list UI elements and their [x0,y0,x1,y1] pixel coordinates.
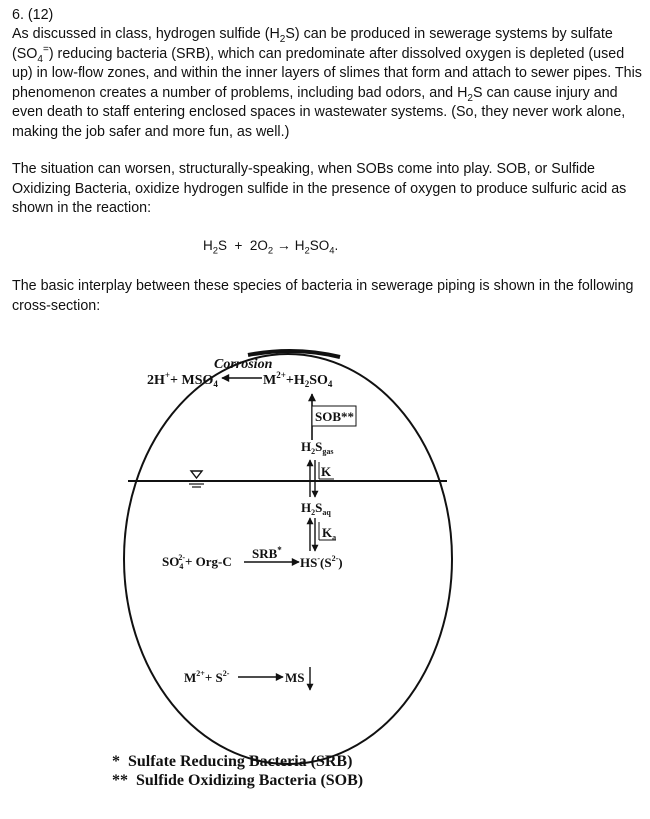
paragraph-interplay: The basic interplay between these species of bacteria in sewerage piping is shown in the following cross-section: [12,278,634,314]
legend-srb: * Sulfate Reducing Bacteria (SRB) [112,753,353,770]
reaction-right-sub1: 2 [304,245,310,257]
srb-label: SRB* [252,545,282,561]
bisulfide-product: $HS^-(S^{2-})$ [300,554,343,570]
paragraph-sob: The situation can worsen, structurally-speaking, when SOBs come into play. SOB, or Sulfide Oxidizing Bacteria, oxidize hydrogen sulfide in the presence of oxygen to produce sulfuric acid as shown in the reaction: [12,161,627,216]
ka-label: $K_a$ [322,525,337,542]
reaction-right-b: SO [309,238,330,253]
p1-e: = [42,43,49,55]
reaction-right-c: . [334,238,339,253]
sob-label: SOB** [315,409,355,424]
top-left-products: $2H^++ MSO_4$ [147,370,218,389]
reaction-right-sub2: 4 [329,245,335,257]
reaction-left-sub2: 2 [267,245,274,257]
p1-c: S) can be produced in sewerage systems by sulfate (SO [12,26,613,62]
top-right-reactants: $M^{2+}+H_2SO_4$ [263,370,333,389]
p1-a: As discussed in class, hydrogen sulfide (H [12,26,280,42]
p1-d: 4 [37,53,43,65]
corrosion-label: Corrosion [214,357,273,372]
sulfate-reactant: $SO_42-+ Org-C$ [162,553,232,571]
water-level-icon [189,471,204,487]
h2s-gas-label: $H_2S_{gas}$ [301,439,334,456]
legend-sob: ** Sulfide Oxidizing Bacteria (SOB) [112,772,364,789]
reaction-arrow-icon: → [276,237,291,253]
k-label: K [321,464,332,479]
reaction-left-b: S + 2O [218,238,268,253]
metal-sulfide-product: MS [285,670,305,685]
reaction-right-a: H [294,238,305,253]
p1-h: S can cause injury and even death to staff entering enclosed spaces in wastewater systems. (So, they never work alone, making the job safer and more fun, as well.) [12,84,626,140]
h2s-aq-label: $H_2S_{aq}$ [301,500,331,517]
p1-b: 2 [279,33,286,45]
p1-f: ) reducing bacteria (SRB), which can predominate after dissolved oxygen is depleted (used up) in low-flow zones, and within the inner layers of slimes that form and attach to sewer pipes. This phenomenon creates a number of problems, including bad odors, and H [12,45,642,101]
question-number: 6. (12) [12,7,54,23]
reaction-left-a: H [203,238,213,253]
reaction-left-sub1: 2 [212,245,218,257]
metal-sulfide-reactants: $M^{2+}+ S^{2-}$ [184,669,230,685]
p1-g: 2 [467,92,473,104]
